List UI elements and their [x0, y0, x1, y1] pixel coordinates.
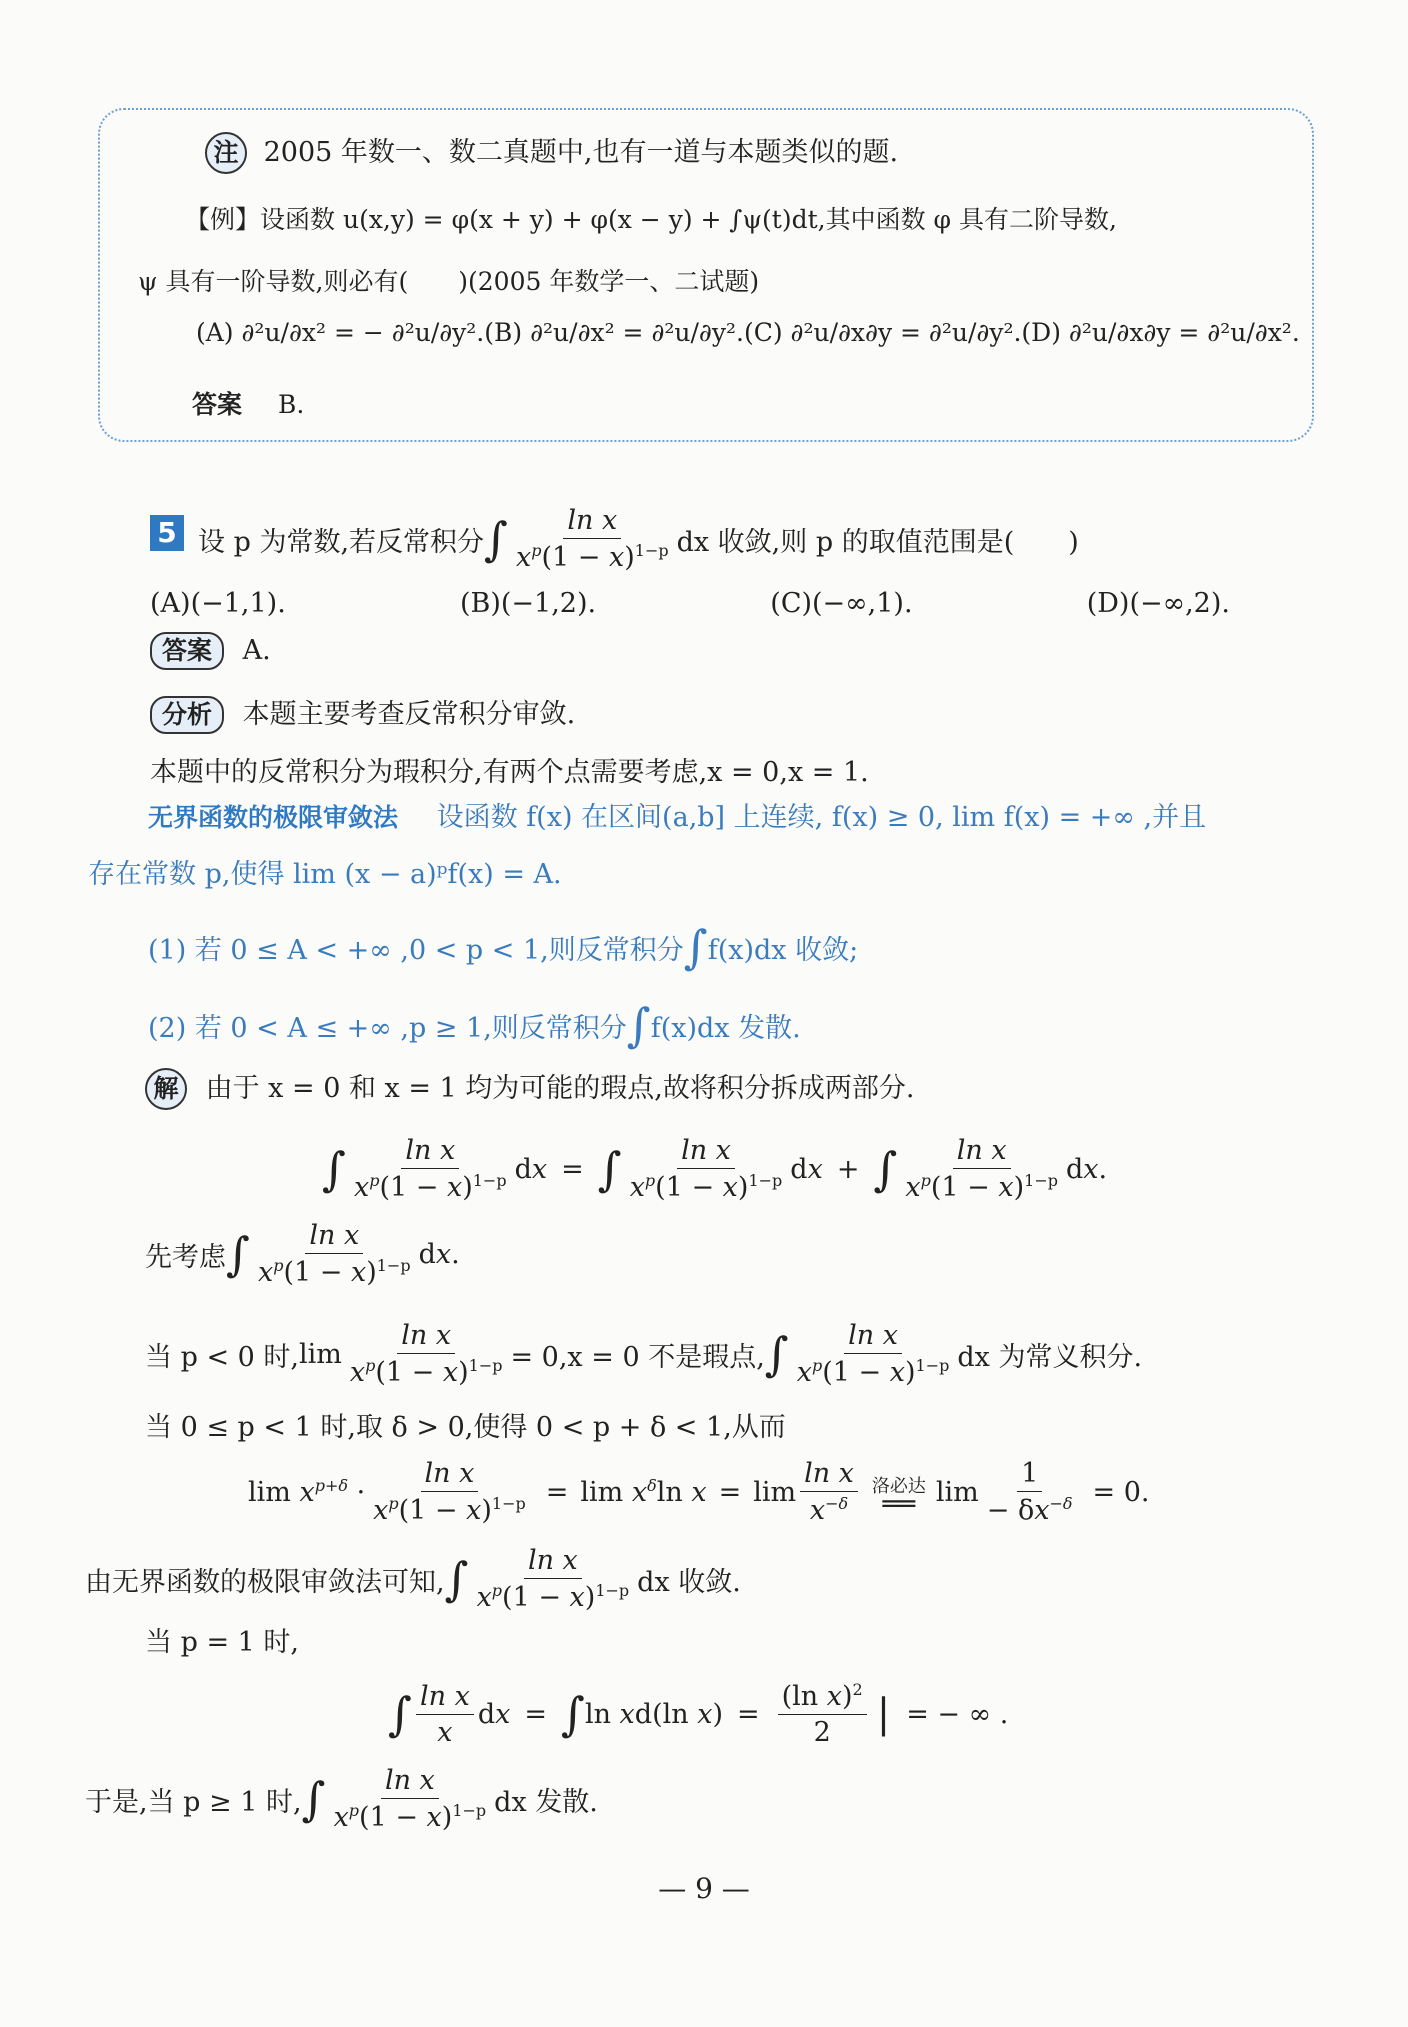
answer-tag: 答案 — [150, 632, 224, 670]
p1-integral: ∫ $\frac{\text{ln x}}{x}$ d x = ∫ ln xd(ln x) = $\frac{(\ln x)^2}{2}$ | = − ∞ . — [388, 1680, 1009, 1748]
example-option-b: (B) ∂²u/∂x² = ∂²u/∂y². — [484, 318, 744, 347]
example-line-2: ψ 具有一阶导数,则必有( )(2005 年数学一、二试题) — [138, 267, 760, 296]
example-line-1 — [185, 200, 1117, 236]
example-options — [196, 318, 1300, 347]
example-answer-value: B. — [277, 390, 305, 419]
method-title: 无界函数的极限审敛法 — [148, 803, 399, 832]
first-consider: 先考虑 ∫ $\frac{\text{ln x}}{x^p(1 - x)^{1-p}}$ d x . — [145, 1220, 460, 1288]
solution-intro: 由于 x = 0 和 x = 1 均为可能的瑕点,故将积分拆成两部分. — [205, 1073, 915, 1104]
integral-sign: ∫ — [626, 998, 651, 1052]
example-answer — [192, 385, 304, 421]
conclusion-converge: 由无界函数的极限审敛法可知, ∫ $\frac{\text{ln x}}{x^p(1 - x)^{1-p}}$ dx 收敛. — [85, 1545, 741, 1613]
analysis-line — [150, 692, 575, 734]
problem-options — [150, 588, 1230, 619]
case-1-end: f(x)dx 收敛; — [707, 934, 859, 966]
note-intro: 2005 年数一、数二真题中,也有一道与本题类似的题. — [263, 137, 899, 168]
case-p-01: 当 0 ≤ p < 1 时,取 δ > 0,使得 0 < p + δ < 1,从而 — [145, 1412, 786, 1443]
conclusion-text: 由无界函数的极限审敛法可知, — [85, 1566, 445, 1598]
solution-line — [145, 1066, 914, 1110]
page-number: — 9 — — [658, 1872, 750, 1905]
lhopital-label: 洛必达 — [871, 1476, 926, 1497]
case-p-negative-text: 当 p < 0 时, — [145, 1341, 299, 1373]
problem-number: 5 — [150, 515, 184, 551]
thus-text: 于是,当 p ≥ 1 时, — [85, 1786, 302, 1818]
analysis-tag: 分析 — [150, 696, 224, 734]
note-line-1 — [205, 130, 898, 174]
case-1-text: (1) 若 0 ≤ A < +∞ ,0 < p < 1,则反常积分 — [148, 934, 684, 966]
note-tag: 注 — [205, 132, 247, 174]
example-label: 【例】 — [185, 205, 261, 234]
problem-option-a: (A)(−1,1). — [150, 588, 286, 619]
case-p-1: 当 p = 1 时, — [145, 1627, 299, 1658]
problem-option-c: (C)(−∞,1). — [770, 588, 913, 619]
method-text-1: 设函数 f(x) 在区间(a,b] 上连续, f(x) ≥ 0, lim f(x) = +∞ ,并且 — [436, 802, 1207, 833]
answer-value: A. — [242, 635, 271, 666]
conclusion-end: dx 收敛. — [637, 1566, 741, 1598]
integral-sign: ∫ — [683, 920, 708, 974]
method-line-2: 存在常数 p,使得 lim (x − a)ᵖf(x) = A. — [88, 859, 562, 890]
example-option-c: (C) ∂²u/∂x∂y = ∂²u/∂y². — [743, 318, 1022, 347]
case-p-negative-end: = 0,x = 0 不是瑕点, — [510, 1341, 765, 1373]
example-text-1: 设函数 u(x,y) = φ(x + y) + φ(x − y) + ∫ψ(t)dt,其中函数 φ 具有二阶导数, — [260, 205, 1117, 234]
analysis-text: 本题主要考查反常积分审敛. — [242, 699, 576, 730]
example-option-a: (A) ∂²u/∂x² = − ∂²u/∂y². — [196, 318, 485, 347]
thus-end: dx 发散. — [494, 1786, 598, 1818]
analysis-line-2: 本题中的反常积分为瑕积分,有两个点需要考虑,x = 0,x = 1. — [150, 757, 869, 788]
case-2-end: f(x)dx 发散. — [650, 1012, 801, 1044]
problem-option-b: (B)(−1,2). — [459, 588, 597, 619]
integral-sign: ∫ — [484, 512, 508, 566]
integrand-fraction: $\frac{\text{ln x}}{x^p(1 - x)^{1-p}}$ — [516, 505, 669, 573]
problem-stem-a: 设 p 为常数,若反常积分 — [198, 526, 485, 558]
problem-option-d: (D)(−∞,2). — [1086, 588, 1230, 619]
method-line-1 — [148, 795, 1206, 834]
conclusion-diverge: 于是,当 p ≥ 1 时, ∫ $\frac{\text{ln x}}{x^p(1 - x)^{1-p}}$ dx 发散. — [85, 1765, 598, 1833]
solution-tag: 解 — [145, 1068, 187, 1110]
case-1 — [148, 920, 858, 974]
example-option-d: (D) ∂²u/∂x∂y = ∂²u/∂x². — [1021, 318, 1300, 347]
example-answer-label: 答案 — [192, 390, 243, 419]
split-integral: ∫ $\frac{\text{ln x}}{x^p(1 - x)^{1-p}}$ d x = ∫ $\frac{\text{ln x}}{x^p(1 - x)^{1-p}}$ d x + ∫ $\frac{\text{ln x}}{x^p(1 - x)^{1-p}}$ d x . — [322, 1135, 1108, 1203]
problem-stem-b: dx 收敛,则 p 的取值范围是( ) — [676, 526, 1079, 558]
answer-line — [150, 632, 271, 670]
problem-stem — [198, 505, 1079, 573]
case-2-text: (2) 若 0 < A ≤ +∞ ,p ≥ 1,则反常积分 — [148, 1012, 627, 1044]
limit-chain: $\lim x^{p+\delta}$ · $\frac{\text{ln x}}{x^p(1 - x)^{1-p}}$ = $\lim x^\delta\ln$ x = lim $\frac{\text{ln x}}{x^{-\delta}}$ 洛必达 ══ lim $\frac{1}{- \delta x^{-\delta}}$ = 0. — [248, 1458, 1150, 1526]
case-p-negative-end-2: dx 为常义积分. — [957, 1341, 1143, 1373]
case-2 — [148, 998, 801, 1052]
case-p-negative: 当 p < 0 时, lim $\frac{\text{ln x}}{x^p(1 - x)^{1-p}}$ = 0,x = 0 不是瑕点, ∫ $\frac{\text{ln x}}{x^p(1 - x)^{1-p}}$ dx 为常义积分. — [145, 1320, 1143, 1388]
first-consider-text: 先考虑 — [145, 1241, 226, 1273]
